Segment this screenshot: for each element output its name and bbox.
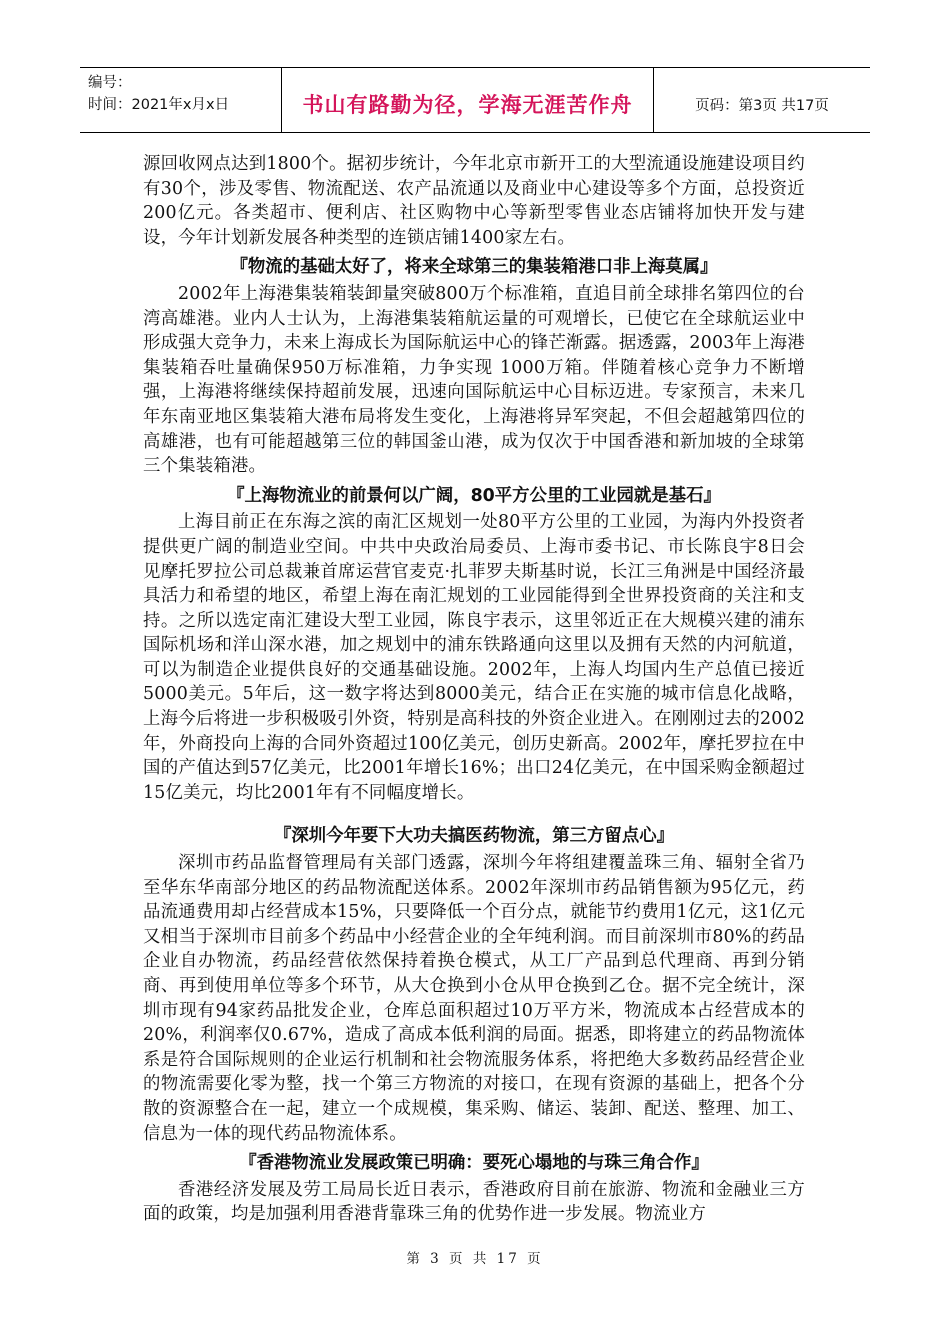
page-header bbox=[80, 67, 870, 133]
header-page-label: 页码：第3页 共17页 bbox=[695, 97, 829, 114]
paragraph-intro: 源回收网点达到1800个。据初步统计，今年北京市新开工的大型流通设施建设项目约有30个，涉及零售、物流配送、农产品流通以及商业中心建设等多个方面，总投资近200亿元。各类超市、便利店、社区购物中心等新型零售业态店铺将加快开发与建设，今年计划新发展各种类型的连锁店铺1400家左右。 bbox=[143, 154, 805, 248]
section-heading-industrial-park: 『上海物流业的前景何以广阔，80平方公里的工业园就是基石』 bbox=[227, 485, 721, 506]
header-meta bbox=[80, 68, 282, 132]
number-label: 编号： bbox=[88, 75, 132, 91]
page-footer: 第 3 页 共 17 页 bbox=[406, 1251, 544, 1267]
paragraph-shanghai-port: 2002年上海港集装箱装卸量突破800万个标准箱，直追目前全球排名第四位的台湾高雄港。业内人士认为，上海港集装箱航运量的可观增长，已使它在全球航运业中形成强大竞争力，未来上海成长为国际航运中心的锋芒渐露。据透露，2003年上海港集装箱吞吐量确保950万标准箱，力争实现 1000万箱。伴随着核心竞争力不断增强，上海港将继续保持超前发展，迅速向国际航运中心目标迈进。专家预言，未来几年东南亚地区集装箱大港布局将发生变化，上海港将异军突起，不但会超越第四位的高雄港，也有可能超越第三位的韩国釜山港，成为仅次于中国香港和新加坡的全球第三个集装箱港。 bbox=[143, 283, 805, 477]
paragraph-industrial-park: 上海目前正在东海之滨的南汇区规划一处80平方公里的工业园，为海内外投资者提供更广阔的制造业空间。中共中央政治局委员、上海市委书记、市长陈良宇8日会见摩托罗拉公司总裁兼首席运营官麦克·扎菲罗夫斯基时说，长江三角洲是中国经济最具活力和希望的地区，希望上海在南汇规划的工业园能得到全世界投资商的关注和支持。之所以选定南汇建设大型工业园，陈良宇表示，这里邻近正在大规模兴建的浦东国际机场和洋山深水港，加之规划中的浦东铁路通向这里以及拥有天然的内河航道，可以为制造企业提供良好的交通基础设施。2002年，上海人均国内生产总值已接近5000美元。5年后，这一数字将达到8000美元，结合正在实施的城市信息化战略，上海今后将进一步积极吸引外资，特别是高科技的外资企业进入。在刚刚过去的2002年，外商投向上海的合同外资超过100亿美元，创历史新高。2002年，摩托罗拉在中国的产值达到57亿美元，比2001年增长16%；出口24亿美元，在中国采购金额超过15亿美元，均比2001年有不同幅度增长。 bbox=[143, 512, 805, 803]
section-heading-shanghai-port: 『物流的基础太好了，将来全球第三的集装箱港口非上海莫属』 bbox=[230, 257, 718, 278]
header-motto: 书山有路勤为径，学海无涯苦作舟 bbox=[282, 68, 654, 132]
paragraph-hongkong: 香港经济发展及劳工局局长近日表示，香港政府目前在旅游、物流和金融业三方面的政策，均是加强利用香港背靠珠三角的优势作进一步发展。物流业方 bbox=[143, 1179, 805, 1225]
section-spacer bbox=[143, 805, 805, 819]
section-heading-shenzhen-pharma: 『深圳今年要下大功夫搞医药物流，第三方留点心』 bbox=[274, 826, 674, 847]
document-body bbox=[143, 152, 805, 1227]
section-heading-hongkong: 『香港物流业发展政策已明确：要死心塌地的与珠三角合作』 bbox=[239, 1153, 709, 1174]
paragraph-shenzhen-pharma: 深圳市药品监督管理局有关部门透露，深圳今年将组建覆盖珠三角、辐射全省乃至华东华南部分地区的药品物流配送体系。2002年深圳市药品销售额为95亿元，药品流通费用却占经营成本15%，只要降低一个百分点，就能节约费用1亿元，这1亿元又相当于深圳市目前多个药品中小经营企业的全年纯利润。而目前深圳市80%的药品企业自办物流，药品经营依然保持着换仓模式，从工厂产品到总代理商、再到分销商、再到使用单位等多个环节，从大仓换到小仓从甲仓换到乙仓。据不完全统计，深圳市现有94家药品批发企业，仓库总面积超过10万平方米，物流成本占经营成本的20%，利润率仅0.67%，造成了高成本低利润的局面。据悉，即将建立的药品物流体系是符合国际规则的企业运行机制和社会物流服务体系，将把绝大多数药品经营企业的物流需要化零为整，找一个第三方物流的对接口，在现有资源的基础上，把各个分散的资源整合在一起，建立一个成规模，集采购、储运、装卸、配送、整理、加工、信息为一体的现代药品物流体系。 bbox=[143, 853, 805, 1144]
time-label: 时间：2021年x月x日 bbox=[88, 97, 230, 113]
